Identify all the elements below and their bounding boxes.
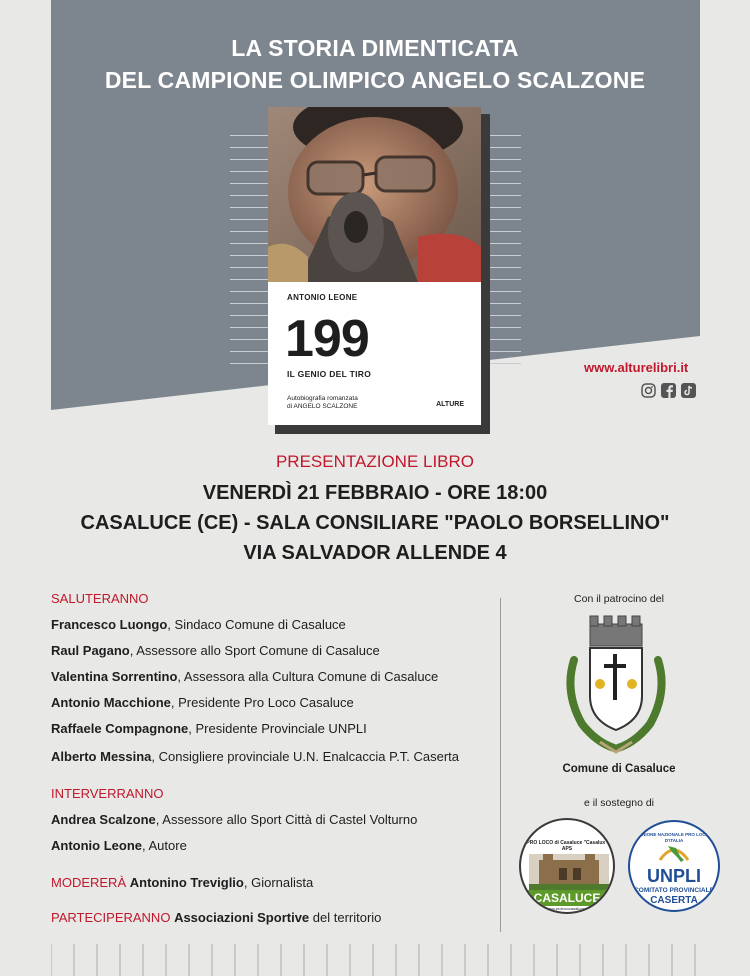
unpli-name: UNPLI [647,866,701,886]
cover-photo [268,107,481,282]
book-description-line2: di ANGELO SCALZONE [287,403,358,410]
book-cover [268,107,481,425]
patronage-label: Con il patrocino del [574,593,664,605]
participants-line: PARTECIPERANNO Associazioni Sportive del territorio [51,910,382,925]
municipality-name: Comune di Casaluce [562,763,676,775]
decor-lines-left [230,135,268,375]
proloco-top-text: PRO LOCO di Casaluce "Casalux" APS [526,840,608,852]
book-number-title: 199 [285,310,369,368]
event-address: VIA SALVADOR ALLENDE 4 [243,542,507,564]
headline-line1: LA STORIA DIMENTICATA [231,35,519,61]
unpli-logo [628,820,720,912]
facebook-icon[interactable] [661,383,676,398]
event-place: CASALUCE (CE) - SALA CONSILIARE "PAOLO BORSELLINO" [80,512,670,534]
social-links [641,383,696,398]
decor-bottom-ticks [51,944,700,976]
list-item: Andrea Scalzone, Assessore allo Sport Città di Castel Volturno [51,812,418,827]
speakers-heading: INTERVERRANNO [51,786,164,801]
list-item: Raffaele Compagnone, Presidente Provinciale UNPLI [51,721,367,736]
book-publisher: ALTURE [436,401,464,408]
list-item: Francesco Luongo, Sindaco Comune di Casaluce [51,617,346,632]
list-item: Alberto Messina, Consigliere provinciale U.N. Enalcaccia P.T. Caserta [51,749,459,764]
salutations-heading: SALUTERANNO [51,591,149,606]
proloco-castle-icon [529,854,609,890]
casaluce-coat-of-arms-icon [560,612,672,760]
book-description-line1: Autobiografia romanzata [287,395,358,402]
proloco-logo [519,818,615,914]
proloco-name-band [521,890,613,906]
proloco-url: www.prolococasaluce.it [546,906,588,911]
moderator-line: MODERERÀ Antonino Treviglio, Giornalista [51,875,314,890]
column-divider [500,598,501,932]
book-subtitle: IL GENIO DEL TIRO [287,369,372,379]
unpli-line2: CASERTA [650,895,698,906]
unpli-line1: COMITATO PROVINCIALE [634,887,714,894]
list-item: Antonio Leone, Autore [51,838,187,853]
book-author: ANTONIO LEONE [287,293,358,302]
list-item: Raul Pagano, Assessore allo Sport Comune di Casaluce [51,643,380,658]
list-item: Valentina Sorrentino, Assessora alla Cultura Comune di Casaluce [51,669,439,684]
instagram-icon[interactable] [641,383,656,398]
support-label: e il sostegno di [583,797,655,809]
tiktok-icon[interactable] [681,383,696,398]
italy-map-icon [654,842,694,866]
website-link[interactable]: www.alturelibri.it [584,360,689,375]
list-item: Antonio Macchione, Presidente Pro Loco Casaluce [51,695,354,710]
proloco-name: CASALUCE [533,891,601,905]
unpli-top-text: UNIONE NAZIONALE PRO LOCO D'ITALIA [638,832,710,843]
event-title: PRESENTAZIONE LIBRO [275,452,475,471]
headline-line2: DEL CAMPIONE OLIMPICO ANGELO SCALZONE [104,67,646,93]
event-date: VENERDÌ 21 FEBBRAIO - ORE 18:00 [202,482,548,504]
